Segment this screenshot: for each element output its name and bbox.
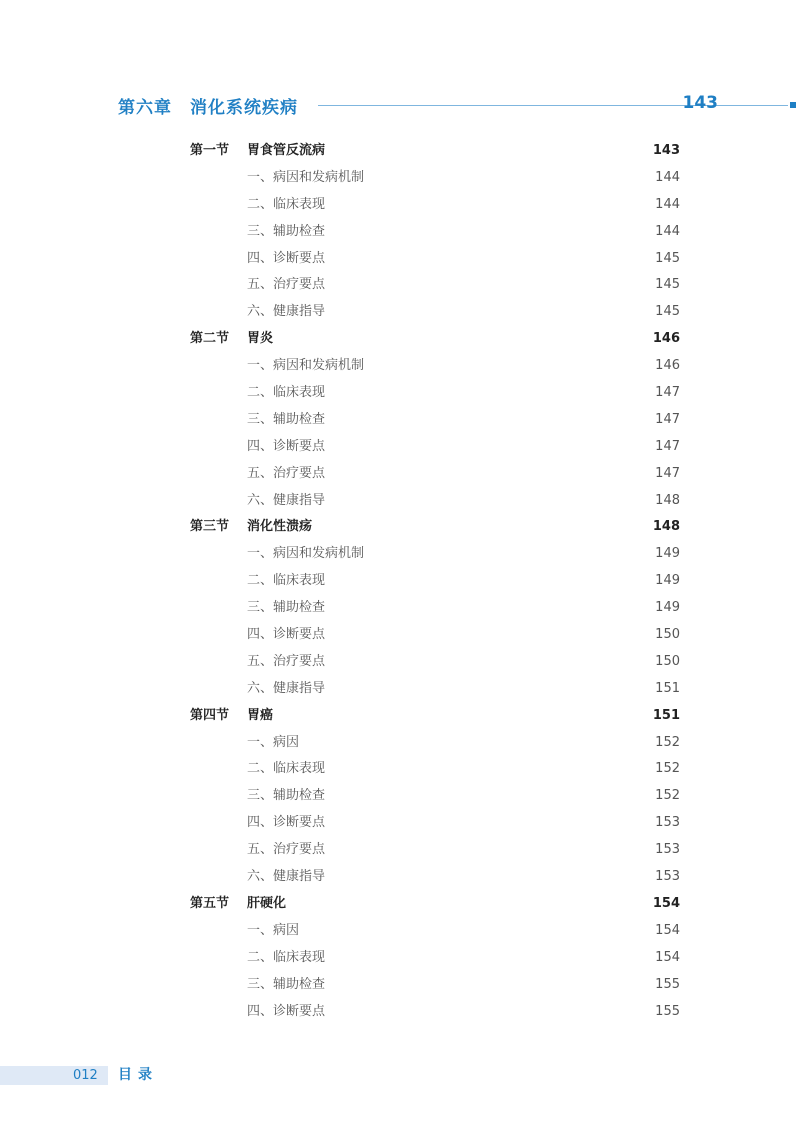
- section-title: 消化性溃疡: [247, 519, 313, 535]
- toc-item-label: 四、诊断要点: [247, 1003, 326, 1019]
- toc-item-page-number: 145: [655, 277, 680, 293]
- chapter-title: 第六章 消化系统疾病: [118, 98, 298, 118]
- toc-item-page-number: 150: [655, 627, 680, 643]
- table-of-contents: [190, 138, 680, 1025]
- toc-item-row: [190, 837, 680, 864]
- toc-item-page-number: 146: [655, 358, 680, 374]
- toc-item-page-number: 149: [655, 600, 680, 616]
- toc-item-label: 四、诊断要点: [247, 815, 326, 831]
- toc-item-row: [190, 649, 680, 676]
- section-page-number: 151: [652, 707, 680, 723]
- toc-item-label: 二、临床表现: [247, 949, 326, 965]
- toc-item-label: 三、辅助检查: [247, 788, 326, 804]
- toc-item-page-number: 153: [655, 869, 680, 885]
- toc-item-label: 三、辅助检查: [247, 223, 326, 239]
- toc-item-page-number: 154: [655, 949, 680, 965]
- toc-item-label: 一、病因和发病机制: [247, 546, 365, 562]
- toc-item-row: [190, 595, 680, 622]
- toc-item-row: [190, 380, 680, 407]
- toc-item-page-number: 155: [655, 1003, 680, 1019]
- toc-item-page-number: 152: [655, 788, 680, 804]
- toc-item-page-number: 147: [655, 411, 680, 427]
- toc-item-page-number: 145: [655, 250, 680, 266]
- chapter-page-number: 143: [682, 93, 718, 113]
- toc-item-row: [190, 756, 680, 783]
- toc-item-row: [190, 972, 680, 999]
- toc-item-row: [190, 864, 680, 891]
- toc-item-row: [190, 165, 680, 192]
- section-title: 胃癌: [247, 707, 274, 723]
- toc-item-label: 一、病因: [247, 734, 300, 750]
- toc-item-page-number: 153: [655, 815, 680, 831]
- toc-item-page-number: 152: [655, 761, 680, 777]
- toc-section-row: [190, 326, 680, 353]
- toc-item-label: 五、治疗要点: [247, 277, 326, 293]
- toc-item-row: [190, 622, 680, 649]
- toc-item-page-number: 151: [655, 680, 680, 696]
- toc-item-page-number: 155: [655, 976, 680, 992]
- toc-item-label: 一、病因: [247, 922, 300, 938]
- section-title: 肝硬化: [247, 895, 287, 911]
- toc-item-page-number: 144: [655, 196, 680, 212]
- toc-item-label: 二、临床表现: [247, 573, 326, 589]
- toc-item-label: 六、健康指导: [247, 680, 326, 696]
- toc-item-page-number: 153: [655, 842, 680, 858]
- toc-item-label: 三、辅助检查: [247, 600, 326, 616]
- section-page-number: 154: [652, 895, 680, 911]
- toc-item-label: 五、治疗要点: [247, 465, 326, 481]
- toc-section-row: [190, 138, 680, 165]
- toc-item-row: [190, 246, 680, 273]
- toc-item-page-number: 150: [655, 653, 680, 669]
- chapter-marker: [790, 102, 796, 108]
- toc-item-row: [190, 999, 680, 1026]
- toc-item-page-number: 149: [655, 546, 680, 562]
- toc-section-row: [190, 514, 680, 541]
- section-number: 第五节: [190, 895, 230, 911]
- chapter-header: [118, 93, 718, 119]
- section-title: 胃食管反流病: [247, 143, 326, 158]
- toc-item-row: [190, 299, 680, 326]
- toc-item-row: [190, 676, 680, 703]
- section-page-number: 143: [652, 143, 680, 158]
- toc-item-page-number: 147: [655, 385, 680, 401]
- section-page-number: 146: [652, 331, 680, 347]
- toc-item-label: 五、治疗要点: [247, 653, 326, 669]
- toc-item-label: 六、健康指导: [247, 304, 326, 320]
- toc-item-row: [190, 810, 680, 837]
- toc-item-page-number: 144: [655, 223, 680, 239]
- toc-item-row: [190, 461, 680, 488]
- toc-item-row: [190, 272, 680, 299]
- toc-item-label: 六、健康指导: [247, 869, 326, 885]
- toc-item-label: 一、病因和发病机制: [247, 169, 365, 185]
- toc-item-label: 三、辅助检查: [247, 411, 326, 427]
- toc-item-page-number: 154: [655, 922, 680, 938]
- toc-item-page-number: 152: [655, 734, 680, 750]
- toc-item-label: 二、临床表现: [247, 385, 326, 401]
- toc-item-row: [190, 730, 680, 757]
- toc-item-row: [190, 783, 680, 810]
- toc-item-row: [190, 407, 680, 434]
- toc-item-row: [190, 541, 680, 568]
- toc-section-row: [190, 703, 680, 730]
- section-number: 第四节: [190, 707, 230, 723]
- toc-item-label: 二、临床表现: [247, 761, 326, 777]
- toc-item-row: [190, 353, 680, 380]
- toc-item-label: 三、辅助检查: [247, 976, 326, 992]
- toc-item-label: 四、诊断要点: [247, 250, 326, 266]
- toc-item-label: 六、健康指导: [247, 492, 326, 508]
- toc-item-page-number: 149: [655, 573, 680, 589]
- section-page-number: 148: [652, 519, 680, 535]
- section-number: 第一节: [190, 143, 230, 158]
- section-number: 第二节: [190, 331, 230, 347]
- toc-item-label: 二、临床表现: [247, 196, 326, 212]
- toc-item-label: 五、治疗要点: [247, 842, 326, 858]
- toc-item-page-number: 147: [655, 465, 680, 481]
- footer-page-number: 012: [73, 1068, 98, 1083]
- toc-item-label: 一、病因和发病机制: [247, 358, 365, 374]
- toc-item-page-number: 145: [655, 304, 680, 320]
- toc-item-row: [190, 192, 680, 219]
- toc-item-row: [190, 918, 680, 945]
- toc-item-row: [190, 219, 680, 246]
- toc-item-row: [190, 568, 680, 595]
- toc-section-row: [190, 891, 680, 918]
- section-number: 第三节: [190, 519, 230, 535]
- toc-item-row: [190, 945, 680, 972]
- toc-item-label: 四、诊断要点: [247, 438, 326, 454]
- toc-item-page-number: 147: [655, 438, 680, 454]
- section-title: 胃炎: [247, 331, 274, 347]
- toc-item-page-number: 148: [655, 492, 680, 508]
- toc-item-row: [190, 488, 680, 515]
- toc-item-row: [190, 434, 680, 461]
- toc-item-label: 四、诊断要点: [247, 627, 326, 643]
- toc-item-page-number: 144: [655, 169, 680, 185]
- footer-title: 目录: [118, 1067, 158, 1083]
